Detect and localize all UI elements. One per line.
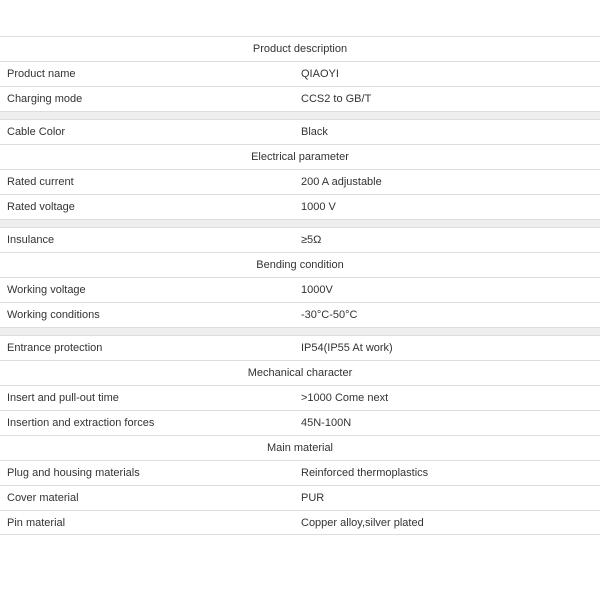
group-separator [0, 219, 600, 227]
spec-value: QIAOYI [301, 68, 339, 80]
spec-row [0, 119, 600, 144]
spec-label: Cable Color [7, 126, 66, 138]
spec-row [0, 385, 600, 410]
spec-value: PUR [301, 492, 325, 504]
spec-row [0, 302, 600, 327]
spec-row [0, 169, 600, 194]
spec-row [0, 61, 600, 86]
spec-value: 45N-100N [301, 417, 352, 429]
spec-value: Reinforced thermoplastics [301, 467, 429, 479]
group-separator [0, 111, 600, 119]
spec-label: Product name [7, 68, 76, 80]
section-header [0, 435, 600, 460]
spec-row [0, 510, 600, 535]
spec-row [0, 410, 600, 435]
spec-label: Entrance protection [7, 342, 103, 354]
spec-value: ≥5Ω [301, 234, 322, 246]
spec-value: 1000 V [301, 201, 336, 213]
section-title: Electrical parameter [251, 151, 349, 163]
group-separator [0, 327, 600, 335]
section-title: Main material [266, 442, 334, 454]
spec-row [0, 277, 600, 302]
spec-value: Black [301, 126, 328, 138]
spec-row [0, 227, 600, 252]
spec-row [0, 86, 600, 111]
spec-value: 200 A adjustable [301, 176, 382, 188]
spec-value: Copper alloy,silver plated [301, 516, 424, 529]
spec-label: Insert and pull-out time [7, 392, 119, 404]
spec-value: CCS2 to GB/T [301, 93, 372, 105]
spec-value: -30°C-50°C [301, 309, 358, 321]
spec-value: 1000V [301, 284, 333, 296]
spec-value: >1000 Come next [301, 392, 389, 404]
section-title: Mechanical character [247, 367, 353, 379]
spec-label: Plug and housing materials [7, 467, 140, 479]
spec-label: Rated current [7, 176, 74, 188]
section-header [0, 144, 600, 169]
section-title: Bending condition [256, 259, 344, 271]
spec-table [0, 36, 600, 535]
spec-label: Rated voltage [7, 201, 75, 213]
spec-row [0, 194, 600, 219]
spec-label: Working conditions [7, 309, 100, 321]
spec-label: Working voltage [7, 284, 86, 296]
section-title: Product description [252, 43, 348, 55]
section-header [0, 252, 600, 277]
spec-label: Insertion and extraction forces [7, 417, 155, 429]
spec-row [0, 335, 600, 360]
spec-label: Insulance [7, 234, 55, 246]
spec-label: Charging mode [7, 93, 83, 105]
section-header [0, 360, 600, 385]
spec-label: Cover material [7, 492, 79, 504]
spec-label: Pin material [7, 516, 66, 529]
spec-value: IP54(IP55 At work) [301, 342, 393, 354]
spec-row [0, 460, 600, 485]
spec-row [0, 485, 600, 510]
section-header [0, 36, 600, 61]
